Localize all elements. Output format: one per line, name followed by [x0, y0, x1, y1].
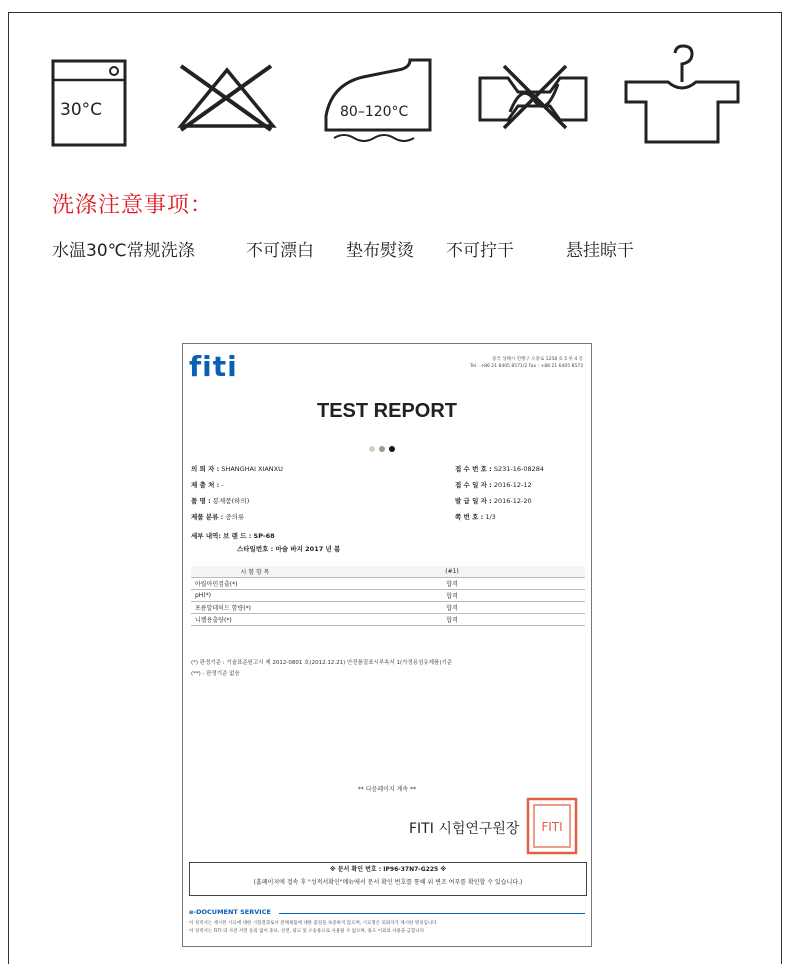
test-result: 합격 — [319, 602, 585, 614]
field-product: 품 명 : 봉제품(하의) — [191, 497, 250, 505]
care-label-wash: 水温30℃常规洗涤 — [52, 241, 195, 261]
test-item: 아릴아민검출(*) — [191, 578, 319, 590]
iron-temp-label: 80–120°C — [340, 104, 409, 120]
continued-notice: ** 다음페이지 계속 ** — [357, 786, 417, 793]
report-title: TEST REPORT — [316, 400, 457, 422]
document-verification-box — [189, 862, 587, 896]
fiti-logo: fiti — [189, 350, 238, 383]
test-item: 포름알데히드 함량(*) — [191, 602, 319, 614]
criteria-note: (*) 판정기준 : 기술표준원고시 제 2012-0801 호(2012.12.21) 안전품질표시부속서 1(가정용섬유제품)기준 — [191, 660, 453, 666]
official-seal-icon — [525, 796, 579, 856]
detail-style: 스타일번호 : 마술 바지 2017 년 봄 — [237, 545, 341, 553]
report-address — [470, 356, 583, 370]
table-row — [191, 602, 585, 614]
field-category: 제품 분류 : 중의류 — [191, 513, 245, 521]
dot — [389, 446, 395, 452]
test-report-document — [182, 343, 592, 947]
test-item: pH(*) — [191, 590, 319, 602]
test-results-table — [191, 566, 585, 626]
field-client: 의 뢰 자 : SHANGHAI XIANXU — [191, 465, 283, 473]
no-criteria-note: (**) : 판정기준 없음 — [191, 671, 240, 677]
no-wring-icon — [474, 62, 594, 132]
table-header-row — [191, 566, 585, 578]
field-issue-date: 발 급 일 자 : 2016-12-20 — [455, 497, 532, 505]
wash-tub-icon — [50, 58, 128, 148]
table-row — [191, 590, 585, 602]
title-dots — [369, 437, 399, 456]
care-label-hang-dry: 悬挂晾干 — [566, 241, 634, 261]
care-icons-row — [0, 0, 790, 160]
divider — [279, 913, 585, 914]
doc-verification-help: (홈페이지에 접속 후 "성적서확인"메뉴에서 문서 확인 번호를 통해 위 변조 여부를 확인할 수 있습니다.) — [253, 879, 523, 886]
no-bleach-icon — [175, 62, 280, 132]
test-result: 합격 — [319, 614, 585, 626]
detail-brand: 세부 내역: 브 랜 드 : SP-68 — [191, 532, 275, 540]
iron-icon — [318, 52, 438, 142]
care-label-no-wring: 不可拧干 — [446, 241, 514, 261]
dot — [379, 446, 385, 452]
dot — [369, 446, 375, 452]
header-sample: (#1) — [319, 566, 585, 578]
header-test-item: 시 험 항 목 — [191, 566, 319, 578]
field-receipt-date: 접 수 일 자 : 2016-12-12 — [455, 481, 532, 489]
institute-signature: FITI 시험연구원장 — [409, 821, 520, 837]
field-submit: 제 출 처 : - — [191, 481, 224, 489]
care-label-iron: 垫布熨烫 — [346, 241, 414, 261]
table-row — [191, 614, 585, 626]
care-label-no-bleach: 不可漂白 — [246, 241, 314, 261]
care-instructions-heading: 洗涤注意事项： — [52, 193, 214, 218]
footer-disclaimer-1: 이 성적서는 제시된 시료에 대한 시험결과로서 전체제품에 대한 품질을 보증하지 않으며, 시료명은 의뢰자가 제시한 명칭입니다 — [189, 921, 437, 926]
field-receipt-no: 접 수 번 호 : S231-16-08284 — [455, 465, 545, 473]
contact-line: Tel : +86 21 6405 8571/2 Fax : +86 21 6405 8573 — [470, 364, 583, 369]
svg-text:FITI: FITI — [541, 820, 563, 834]
e-document-service-label: e-DOCUMENT SERVICE — [189, 908, 271, 916]
table-row — [191, 578, 585, 590]
test-result: 합격 — [319, 578, 585, 590]
address-line: 중국 상해시 민행구 오중로 1258 호 5 루 4 층 — [492, 357, 583, 362]
test-item: 니켈용출량(*) — [191, 614, 319, 626]
hang-dry-icon — [620, 42, 744, 146]
test-result: 합격 — [319, 590, 585, 602]
doc-verification-number: ※ 문서 확인 번호 : IP96-37N7-G225 ※ — [329, 866, 447, 873]
wash-temp-label: 30°C — [60, 100, 103, 120]
field-page-no: 쪽 번 호 : 1/3 — [455, 513, 496, 521]
footer-disclaimer-2: 이 성적서는 FITI 의 사전 서면 동의 없이 홍보, 선전, 광고 및 소송용으로 사용될 수 없으며, 용도 이외의 사용을 금합니다 — [189, 929, 425, 934]
